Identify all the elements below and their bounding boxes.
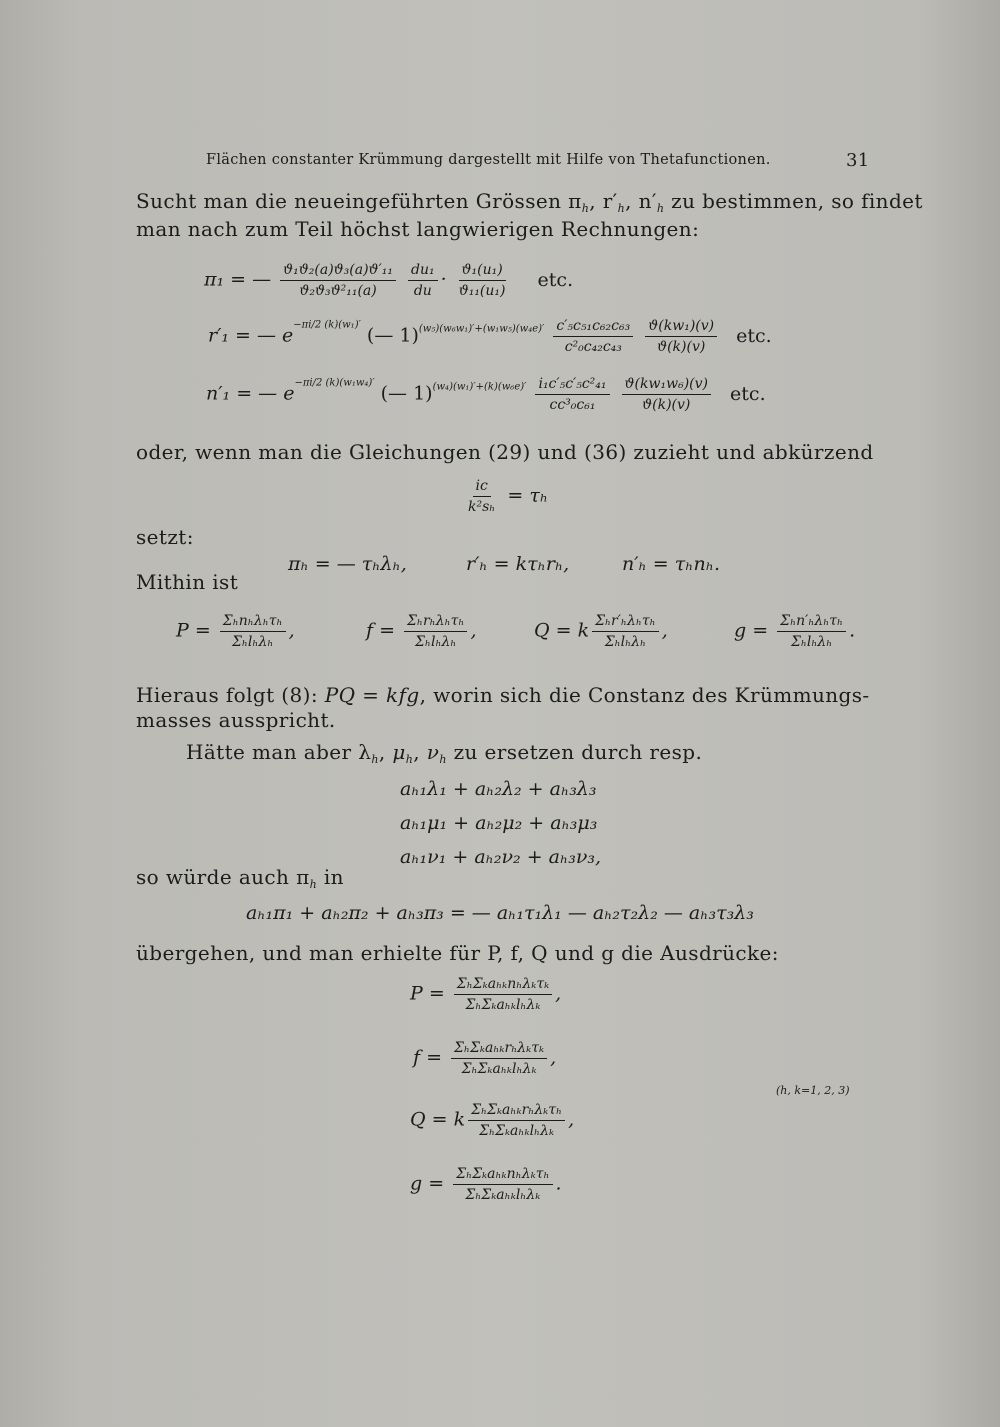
paragraph-line: man nach zum Teil höchst langwierigen Rechnungen: — [136, 217, 700, 241]
formula-g1: g = $\frac{\text{Σₕn′ₕλₕτₕ}}{\text{Σₕlₕλₕ}}$ . — [734, 613, 856, 650]
running-title: Flächen constanter Krümmung dargestellt mit Hilfe von Thetafunctionen. — [206, 152, 771, 168]
formula-rel-pi: πₕ = — τₕλₕ, — [288, 553, 407, 575]
formula-f2: f = $\frac{\text{ΣₕΣₖaₕₖrₕλₖτₖ}}{\text{ΣₕΣₖaₕₖlₕλₖ}}$ , — [413, 1040, 557, 1077]
paragraph-line: oder, wenn man die Gleichungen (29) und (36) zuzieht und abkürzend — [136, 440, 874, 464]
formula-r1: r′₁ = — $e^{-\pi i/2 (k)(w_1)'}$ (— 1)$^{(w_5)(w_6w_1)'+(w_1w_5)(w_4e)'}$ $\frac{\text{c′₅c₅₁c₆₂c₆₃}}{\text{c²₀c₄₂c₄₃}}$ $\frac{\text{ϑ(kw₁)(v)}}{ϑ(k)(v)}$ etc. — [208, 318, 772, 355]
paragraph-line: masses ausspricht. — [136, 708, 336, 732]
formula-rel-n: n′ₕ = τₕnₕ. — [622, 553, 720, 575]
page-number: 31 — [846, 150, 870, 171]
formula-sub-mu: aₕ₁μ₁ + aₕ₂μ₂ + aₕ₃μ₃ — [400, 812, 598, 834]
formula-Q2: Q = k $\frac{\text{ΣₕΣₖaₕₖrₕλₖτₕ}}{\text{ΣₕΣₖaₕₖlₕλₖ}}$ , — [410, 1102, 575, 1139]
paragraph-line: Sucht man die neueingeführten Grössen $\pi_h$, $r'_h$, $n'_h$ zu bestimmen, so findet — [136, 189, 923, 215]
formula-sub-lambda: aₕ₁λ₁ + aₕ₂λ₂ + aₕ₃λ₃ — [400, 778, 597, 800]
paragraph-line: Hieraus folgt (8): PQ = kfg, worin sich die Constanz des Krümmungs- — [136, 683, 870, 707]
formula-pi1: π₁ = — $\frac{\text{ϑ₁ϑ₂(a)ϑ₃(a)ϑ′₁₁}}{\text{ϑ₂ϑ₃ϑ²₁₁(a)}}$ $\frac{\text{du₁}}{du}$ · $\frac{\text{ϑ₁(u₁)}}{\text{ϑ₁₁(u₁)}}$ etc. — [204, 262, 574, 299]
formula-rel-r: r′ₕ = kτₕrₕ, — [466, 553, 570, 575]
formula-Q1: Q = k $\frac{\text{Σₕr′ₕλₕτₕ}}{\text{Σₕlₕλₕ}}$ , — [534, 613, 668, 650]
formula-n1: n′₁ = — $e^{-\pi i/2 (k)(w_1w_4)'}$ (— 1)$^{(w_4)(w_1)'+(k)(w_6e)'}$ $\frac{\text{i₁c′₅c′₅c²₄₁}}{\text{cc³₀c₆₁}}$ $\frac{\text{ϑ(kw₁w₆)(v)}}{ϑ(k)(v)}$ etc. — [206, 376, 766, 413]
paragraph-line: Hätte man aber $\lambda_h$, $\mu_h$, $\nu_h$ zu ersetzen durch resp. — [186, 740, 703, 766]
paragraph-line: Mithin ist — [136, 570, 239, 594]
formula-P2: P = $\frac{\text{ΣₕΣₖaₕₖnₕλₖτₖ}}{\text{ΣₕΣₖaₕₖlₕλₖ}}$ , — [410, 976, 562, 1013]
paragraph-line: setzt: — [136, 525, 194, 549]
formula-pi-transform: aₕ₁π₁ + aₕ₂π₂ + aₕ₃π₃ = — aₕ₁τ₁λ₁ — aₕ₂τ₂λ₂ — aₕ₃τ₃λ₃ — [246, 902, 754, 924]
formula-f1: f = $\frac{\text{Σₕrₕλₕτₕ}}{\text{Σₕlₕλₕ}}$ , — [366, 613, 477, 650]
formula-sub-nu: aₕ₁ν₁ + aₕ₂ν₂ + aₕ₃ν₃, — [400, 846, 602, 868]
paragraph-line: so würde auch $\pi_h$ in — [136, 865, 344, 891]
formula-P1: P = $\frac{\text{Σₕnₕλₕτₕ}}{\text{Σₕlₕλₕ}}$ , — [176, 613, 295, 650]
index-range-note: (h, k=1, 2, 3) — [776, 1084, 850, 1097]
paragraph-line: übergehen, und man erhielte für P, f, Q und g die Ausdrücke: — [136, 941, 779, 965]
formula-g2: g = $\frac{\text{ΣₕΣₖaₕₖnₕλₖτₕ}}{\text{ΣₕΣₖaₕₖlₕλₖ}}$ . — [410, 1166, 562, 1203]
formula-tau: $\frac{ic}{\text{k²sₕ}}$ = τₕ — [468, 478, 549, 515]
